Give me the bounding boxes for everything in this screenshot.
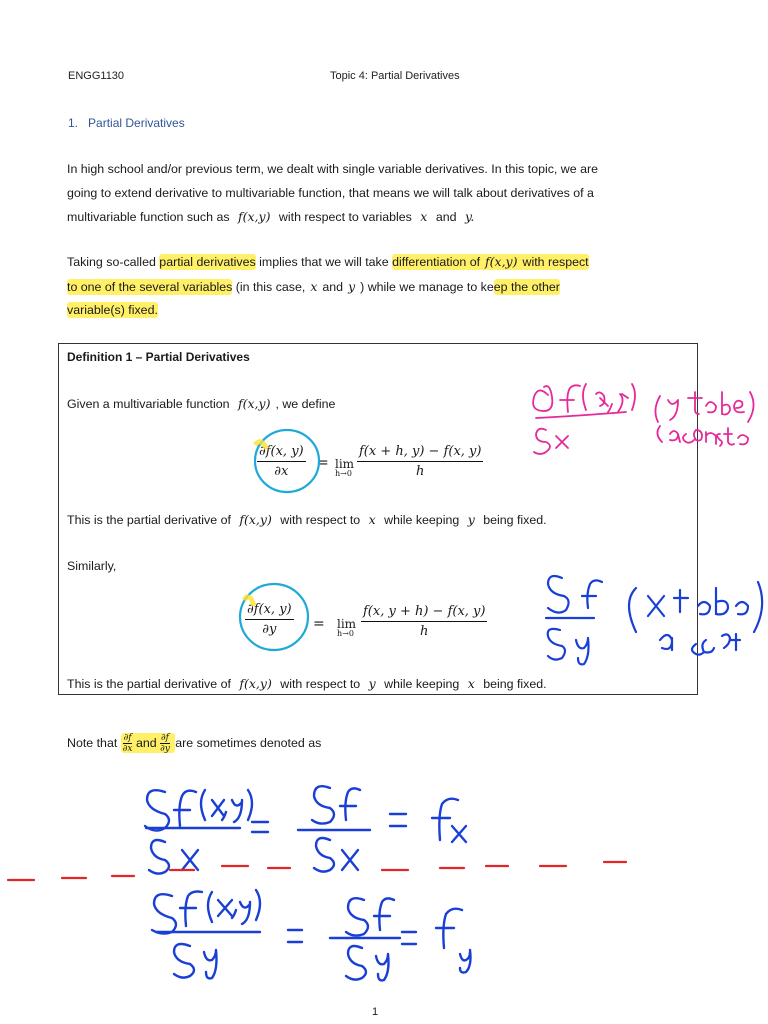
math-fxy: f(x,y) [239,676,272,691]
formula-x-lhs-numerator: ∂f(x, y) [257,444,306,462]
text-run: Note that [67,735,118,750]
formula-x-rhs-denominator: h [416,464,425,479]
formula-y-lhs-numerator: ∂f(x, y) [245,602,294,620]
text-run: (in this case, [232,279,306,294]
formula-y-rhs-numerator: f(x, y + h) − f(x, y) [361,604,487,622]
limit-subscript: h→0 [337,629,354,638]
formula-y-equals: = [313,616,325,632]
math-fxy: f(x,y) [485,254,518,269]
page-number: 1 [372,1006,379,1018]
text-run: with respect to variables [278,210,412,224]
math-x: x [420,209,428,224]
course-code: ENGG1130 [68,70,125,82]
fraction-top: ∂f [123,733,132,743]
text-run: while keeping [384,513,460,527]
text-run: implies that we will take [255,255,393,269]
blue-equation-fx [145,786,466,873]
definition-title: Definition 1 – Partial Derivatives [67,350,250,364]
formula-x-lhs-denominator: ∂x [274,464,289,479]
similarly-label: Similarly, [67,559,117,573]
section-title-text: Partial Derivatives [88,116,185,130]
formula-y-lhs-denominator: ∂y [262,622,277,637]
text-run: with respect [522,255,589,269]
text-run: being fixed. [483,677,547,691]
math-x: x [310,278,318,294]
text-run: multivariable function such as [67,210,230,224]
formula-x-rhs-numerator: f(x + h, y) − f(x, y) [357,444,483,462]
fraction-bottom: ∂x [122,744,133,754]
text-run: This is the partial derivative of [67,513,231,527]
text-run: ) while we manage to ke [360,279,494,294]
limit-subscript: h→0 [335,469,352,478]
math-y: y. [464,209,475,224]
fraction-bottom: ∂y [160,744,170,754]
math-y: y [368,676,376,691]
text-run: This is the partial derivative of [67,677,231,691]
formula-x-equals: = [317,455,329,471]
text-run: Taking so-called [67,255,160,269]
text-run: while keeping [384,677,460,691]
math-fxy: f(x,y) [238,396,271,411]
cyan-circle-y [240,584,308,650]
blue-equation-fy [152,890,471,980]
highlighted-text: to one of the several variables [67,279,233,294]
text-run: and [322,279,344,294]
pink-annotation [533,384,753,454]
math-y: y [467,512,475,527]
formula-y-rhs-denominator: h [420,624,429,639]
text-run: are sometimes denoted as [175,735,322,750]
topic-title: Topic 4: Partial Derivatives [330,70,460,82]
math-x: x [368,512,376,527]
highlight-mark [244,597,254,606]
highlighted-text: variable(s) fixed. [67,303,158,317]
text-run: differentiation of [392,255,481,269]
limit-label: lim [335,457,355,471]
cyan-circle-x [255,430,319,492]
math-fxy: f(x,y) [239,512,272,527]
text-run: with respect to [280,513,361,527]
math-fxy: f(x,y) [238,209,271,224]
section-number: 1. [68,116,79,130]
fraction-top: ∂f [160,733,169,743]
highlighted-text: partial derivatives [159,255,256,269]
text-run: with respect to [280,677,361,691]
text-run: Given a multivariable function [67,397,230,411]
intro-line-1: In high school and/or previous term, we dealt with single variable derivatives. In this topic, we are [67,162,599,176]
blue-annotation-right [546,576,762,664]
math-y: y [348,278,356,294]
text-run: and [135,735,157,750]
math-x: x [467,676,475,691]
text-run: and [435,210,457,224]
intro-line-2: going to extend derivative to multivariable function, that means we will talk about derivatives of a [67,185,594,200]
limit-label: lim [337,617,357,631]
text-run: being fixed. [483,513,547,527]
highlighted-text: ep the other [493,279,560,294]
text-run: , we define [275,397,336,411]
